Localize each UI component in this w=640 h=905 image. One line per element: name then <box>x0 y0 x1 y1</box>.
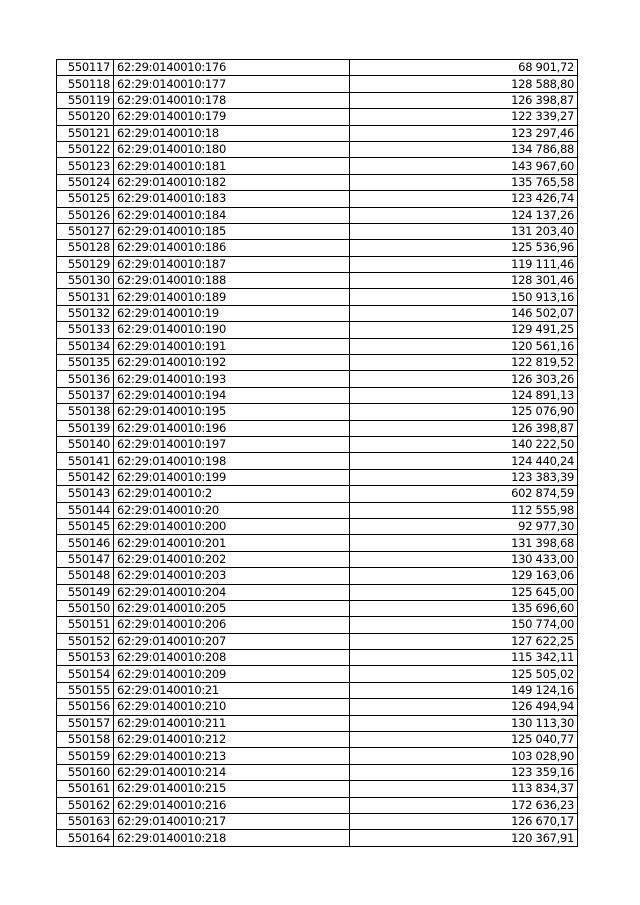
table-row <box>57 60 578 76</box>
row-id-cell: 550164 <box>57 830 114 846</box>
cadastral-number-cell: 62:29:0140010:181 <box>114 158 350 174</box>
row-id-cell: 550154 <box>57 666 114 682</box>
row-id-cell: 550124 <box>57 174 114 190</box>
row-id-cell: 550137 <box>57 387 114 403</box>
table-row <box>57 502 578 518</box>
cadastral-number-cell: 62:29:0140010:192 <box>114 355 350 371</box>
row-id-cell: 550132 <box>57 305 114 321</box>
row-id-cell: 550156 <box>57 699 114 715</box>
row-id-cell: 550151 <box>57 617 114 633</box>
cadastral-number-cell: 62:29:0140010:216 <box>114 797 350 813</box>
table-row <box>57 830 578 846</box>
cadastral-value-cell: 172 636,23 <box>350 797 578 813</box>
cadastral-number-cell: 62:29:0140010:191 <box>114 338 350 354</box>
table-row <box>57 273 578 289</box>
row-id-cell: 550135 <box>57 355 114 371</box>
table-row <box>57 699 578 715</box>
cadastral-number-cell: 62:29:0140010:189 <box>114 289 350 305</box>
cadastral-number-cell: 62:29:0140010:18 <box>114 125 350 141</box>
table-row <box>57 387 578 403</box>
cadastral-number-cell: 62:29:0140010:199 <box>114 469 350 485</box>
cadastral-value-cell: 123 359,16 <box>350 764 578 780</box>
row-id-cell: 550118 <box>57 76 114 92</box>
cadastral-number-cell: 62:29:0140010:20 <box>114 502 350 518</box>
row-id-cell: 550122 <box>57 141 114 157</box>
table-row <box>57 453 578 469</box>
table-row <box>57 92 578 108</box>
table-row <box>57 125 578 141</box>
cadastral-value-cell: 113 834,37 <box>350 781 578 797</box>
row-id-cell: 550120 <box>57 109 114 125</box>
row-id-cell: 550155 <box>57 682 114 698</box>
cadastral-number-cell: 62:29:0140010:211 <box>114 715 350 731</box>
row-id-cell: 550136 <box>57 371 114 387</box>
cadastral-number-cell: 62:29:0140010:180 <box>114 141 350 157</box>
cadastral-value-cell: 127 622,25 <box>350 633 578 649</box>
row-id-cell: 550142 <box>57 469 114 485</box>
row-id-cell: 550144 <box>57 502 114 518</box>
table-row <box>57 813 578 829</box>
row-id-cell: 550141 <box>57 453 114 469</box>
cadastral-number-cell: 62:29:0140010:210 <box>114 699 350 715</box>
cadastral-number-cell: 62:29:0140010:186 <box>114 240 350 256</box>
table-row <box>57 682 578 698</box>
cadastral-value-cell: 129 163,06 <box>350 568 578 584</box>
row-id-cell: 550128 <box>57 240 114 256</box>
table-row <box>57 371 578 387</box>
cadastral-number-cell: 62:29:0140010:215 <box>114 781 350 797</box>
cadastral-value-cell: 125 505,02 <box>350 666 578 682</box>
cadastral-value-cell: 119 111,46 <box>350 256 578 272</box>
cadastral-number-cell: 62:29:0140010:184 <box>114 207 350 223</box>
row-id-cell: 550153 <box>57 650 114 666</box>
cadastral-value-cell: 143 967,60 <box>350 158 578 174</box>
table-row <box>57 404 578 420</box>
cadastral-number-cell: 62:29:0140010:182 <box>114 174 350 190</box>
table-row <box>57 650 578 666</box>
table-row <box>57 584 578 600</box>
cadastral-value-cell: 129 491,25 <box>350 322 578 338</box>
row-id-cell: 550117 <box>57 60 114 76</box>
cadastral-value-cell: 134 786,88 <box>350 141 578 157</box>
cadastral-number-cell: 62:29:0140010:190 <box>114 322 350 338</box>
cadastral-value-cell: 130 113,30 <box>350 715 578 731</box>
row-id-cell: 550119 <box>57 92 114 108</box>
row-id-cell: 550134 <box>57 338 114 354</box>
cadastral-value-cell: 131 203,40 <box>350 223 578 239</box>
cadastral-number-cell: 62:29:0140010:179 <box>114 109 350 125</box>
cadastral-value-cell: 123 426,74 <box>350 191 578 207</box>
row-id-cell: 550133 <box>57 322 114 338</box>
table-row <box>57 256 578 272</box>
row-id-cell: 550145 <box>57 518 114 534</box>
table-row <box>57 486 578 502</box>
table-row <box>57 207 578 223</box>
row-id-cell: 550126 <box>57 207 114 223</box>
table-row <box>57 781 578 797</box>
table-row <box>57 158 578 174</box>
cadastral-value-cell: 120 367,91 <box>350 830 578 846</box>
cadastral-value-cell: 135 765,58 <box>350 174 578 190</box>
row-id-cell: 550160 <box>57 764 114 780</box>
cadastral-value-cell: 140 222,50 <box>350 436 578 452</box>
table-row <box>57 732 578 748</box>
table-row <box>57 289 578 305</box>
cadastral-value-cell: 112 555,98 <box>350 502 578 518</box>
row-id-cell: 550157 <box>57 715 114 731</box>
cadastral-number-cell: 62:29:0140010:178 <box>114 92 350 108</box>
row-id-cell: 550127 <box>57 223 114 239</box>
cadastral-number-cell: 62:29:0140010:177 <box>114 76 350 92</box>
row-id-cell: 550152 <box>57 633 114 649</box>
table-row <box>57 715 578 731</box>
table-row <box>57 748 578 764</box>
cadastral-value-cell: 125 645,00 <box>350 584 578 600</box>
row-id-cell: 550139 <box>57 420 114 436</box>
table-row <box>57 551 578 567</box>
cadastral-number-cell: 62:29:0140010:205 <box>114 600 350 616</box>
table-row <box>57 240 578 256</box>
cadastral-value-cell: 150 913,16 <box>350 289 578 305</box>
cadastral-number-cell: 62:29:0140010:19 <box>114 305 350 321</box>
cadastral-value-cell: 125 076,90 <box>350 404 578 420</box>
row-id-cell: 550159 <box>57 748 114 764</box>
table-row <box>57 338 578 354</box>
cadastral-number-cell: 62:29:0140010:208 <box>114 650 350 666</box>
table-row <box>57 191 578 207</box>
table-row <box>57 420 578 436</box>
cadastral-value-cell: 126 398,87 <box>350 92 578 108</box>
cadastral-number-cell: 62:29:0140010:217 <box>114 813 350 829</box>
cadastral-number-cell: 62:29:0140010:176 <box>114 60 350 76</box>
cadastral-value-cell: 602 874,59 <box>350 486 578 502</box>
row-id-cell: 550121 <box>57 125 114 141</box>
cadastral-value-cell: 126 303,26 <box>350 371 578 387</box>
table-row <box>57 469 578 485</box>
row-id-cell: 550163 <box>57 813 114 829</box>
table-row <box>57 600 578 616</box>
table-row <box>57 174 578 190</box>
table-row <box>57 109 578 125</box>
cadastral-value-cell: 131 398,68 <box>350 535 578 551</box>
cadastral-number-cell: 62:29:0140010:183 <box>114 191 350 207</box>
row-id-cell: 550140 <box>57 436 114 452</box>
cadastral-value-cell: 125 040,77 <box>350 732 578 748</box>
cadastral-number-cell: 62:29:0140010:198 <box>114 453 350 469</box>
cadastral-value-cell: 146 502,07 <box>350 305 578 321</box>
table-row <box>57 633 578 649</box>
cadastral-value-cell: 126 670,17 <box>350 813 578 829</box>
cadastral-value-cell: 124 440,24 <box>350 453 578 469</box>
row-id-cell: 550147 <box>57 551 114 567</box>
cadastral-value-cell: 125 536,96 <box>350 240 578 256</box>
cadastral-number-cell: 62:29:0140010:203 <box>114 568 350 584</box>
table-row <box>57 518 578 534</box>
row-id-cell: 550162 <box>57 797 114 813</box>
row-id-cell: 550123 <box>57 158 114 174</box>
cadastral-value-cell: 135 696,60 <box>350 600 578 616</box>
cadastral-number-cell: 62:29:0140010:213 <box>114 748 350 764</box>
row-id-cell: 550125 <box>57 191 114 207</box>
cadastral-value-cell: 150 774,00 <box>350 617 578 633</box>
cadastral-value-cell: 103 028,90 <box>350 748 578 764</box>
table-row <box>57 535 578 551</box>
row-id-cell: 550129 <box>57 256 114 272</box>
table-row <box>57 223 578 239</box>
cadastral-value-cell: 124 137,26 <box>350 207 578 223</box>
cadastral-value-cell: 122 819,52 <box>350 355 578 371</box>
table-row <box>57 764 578 780</box>
row-id-cell: 550161 <box>57 781 114 797</box>
table-row <box>57 322 578 338</box>
cadastral-value-cell: 92 977,30 <box>350 518 578 534</box>
cadastral-number-cell: 62:29:0140010:193 <box>114 371 350 387</box>
cadastral-number-cell: 62:29:0140010:218 <box>114 830 350 846</box>
cadastral-number-cell: 62:29:0140010:202 <box>114 551 350 567</box>
cadastral-value-cell: 115 342,11 <box>350 650 578 666</box>
cadastral-number-cell: 62:29:0140010:197 <box>114 436 350 452</box>
cadastral-number-cell: 62:29:0140010:200 <box>114 518 350 534</box>
row-id-cell: 550131 <box>57 289 114 305</box>
row-id-cell: 550138 <box>57 404 114 420</box>
cadastral-value-cell: 124 891,13 <box>350 387 578 403</box>
table-body <box>57 60 578 847</box>
cadastral-value-cell: 130 433,00 <box>350 551 578 567</box>
cadastral-number-cell: 62:29:0140010:194 <box>114 387 350 403</box>
row-id-cell: 550143 <box>57 486 114 502</box>
row-id-cell: 550130 <box>57 273 114 289</box>
cadastral-number-cell: 62:29:0140010:185 <box>114 223 350 239</box>
table-row <box>57 305 578 321</box>
cadastral-number-cell: 62:29:0140010:206 <box>114 617 350 633</box>
table-row <box>57 617 578 633</box>
table-row <box>57 355 578 371</box>
cadastral-number-cell: 62:29:0140010:212 <box>114 732 350 748</box>
cadastral-value-cell: 128 588,80 <box>350 76 578 92</box>
row-id-cell: 550158 <box>57 732 114 748</box>
cadastral-number-cell: 62:29:0140010:214 <box>114 764 350 780</box>
cadastral-value-cell: 149 124,16 <box>350 682 578 698</box>
row-id-cell: 550149 <box>57 584 114 600</box>
cadastral-value-table <box>56 59 578 847</box>
cadastral-value-cell: 123 383,39 <box>350 469 578 485</box>
cadastral-value-cell: 120 561,16 <box>350 338 578 354</box>
row-id-cell: 550148 <box>57 568 114 584</box>
cadastral-value-cell: 126 494,94 <box>350 699 578 715</box>
row-id-cell: 550150 <box>57 600 114 616</box>
cadastral-number-cell: 62:29:0140010:195 <box>114 404 350 420</box>
cadastral-value-cell: 123 297,46 <box>350 125 578 141</box>
table-row <box>57 141 578 157</box>
cadastral-number-cell: 62:29:0140010:196 <box>114 420 350 436</box>
table-row <box>57 76 578 92</box>
table-row <box>57 666 578 682</box>
cadastral-number-cell: 62:29:0140010:188 <box>114 273 350 289</box>
cadastral-value-cell: 122 339,27 <box>350 109 578 125</box>
cadastral-number-cell: 62:29:0140010:2 <box>114 486 350 502</box>
cadastral-value-cell: 126 398,87 <box>350 420 578 436</box>
cadastral-value-cell: 68 901,72 <box>350 60 578 76</box>
cadastral-number-cell: 62:29:0140010:201 <box>114 535 350 551</box>
cadastral-number-cell: 62:29:0140010:21 <box>114 682 350 698</box>
cadastral-number-cell: 62:29:0140010:187 <box>114 256 350 272</box>
table-row <box>57 436 578 452</box>
table-row <box>57 568 578 584</box>
table-row <box>57 797 578 813</box>
row-id-cell: 550146 <box>57 535 114 551</box>
cadastral-number-cell: 62:29:0140010:209 <box>114 666 350 682</box>
cadastral-value-cell: 128 301,46 <box>350 273 578 289</box>
cadastral-number-cell: 62:29:0140010:207 <box>114 633 350 649</box>
cadastral-number-cell: 62:29:0140010:204 <box>114 584 350 600</box>
